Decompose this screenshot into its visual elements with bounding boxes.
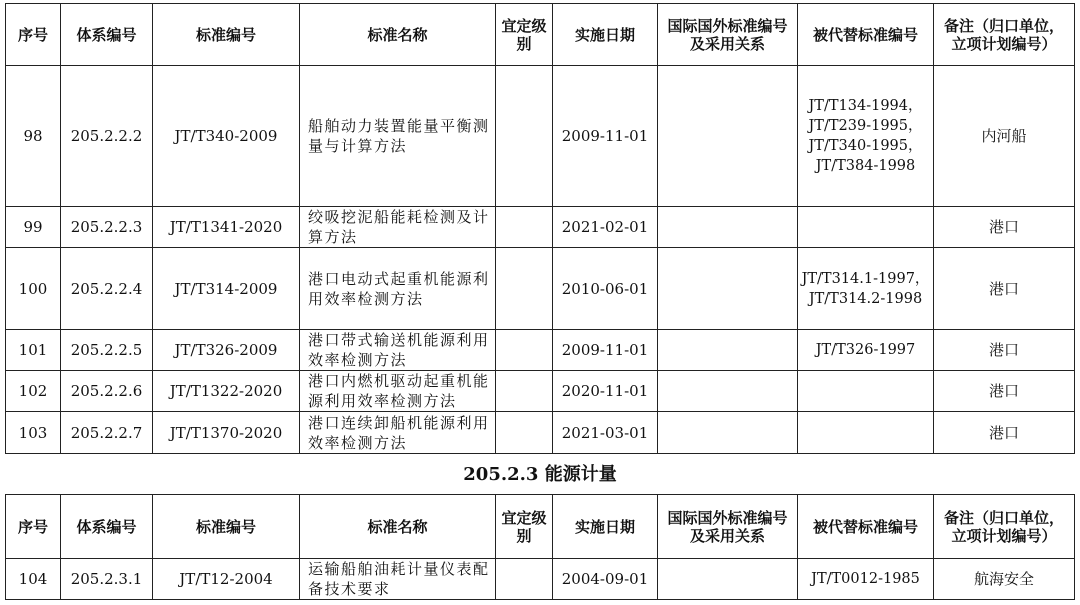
cell-system-no: 205.2.2.7	[61, 412, 153, 454]
cell-impl-date: 2020-11-01	[553, 371, 658, 412]
table-row	[6, 559, 1075, 600]
cell-system-no: 205.2.2.6	[61, 371, 153, 412]
cell-remark: 港口	[934, 248, 1075, 330]
cell-remark: 港口	[934, 412, 1075, 454]
table-row	[6, 207, 1075, 248]
cell-intl	[658, 412, 798, 454]
cell-impl-date: 2021-02-01	[553, 207, 658, 248]
cell-standard-name: 港口电动式起重机能源利用效率检测方法	[300, 248, 496, 330]
header-standard-no: 标准编号	[153, 4, 300, 66]
cell-seq: 104	[6, 559, 61, 600]
standards-table-1	[5, 3, 1075, 454]
cell-intl	[658, 66, 798, 207]
cell-level	[496, 330, 553, 371]
header-remark: 备注（归口单位，立项计划编号）	[934, 4, 1075, 66]
header-level: 宜定级别	[496, 495, 553, 559]
header-standard-no: 标准编号	[153, 495, 300, 559]
header-level: 宜定级别	[496, 4, 553, 66]
cell-standard-no: JT/T314-2009	[153, 248, 300, 330]
cell-replaced	[798, 412, 934, 454]
cell-standard-no: JT/T340-2009	[153, 66, 300, 207]
cell-seq: 98	[6, 66, 61, 207]
cell-intl	[658, 371, 798, 412]
header-replaced: 被代替标准编号	[798, 4, 934, 66]
header-seq: 序号	[6, 495, 61, 559]
cell-impl-date: 2021-03-01	[553, 412, 658, 454]
cell-remark: 港口	[934, 371, 1075, 412]
cell-replaced: JT/T326-1997	[798, 330, 934, 371]
cell-replaced	[798, 371, 934, 412]
header-standard-name: 标准名称	[300, 4, 496, 66]
cell-standard-no: JT/T12-2004	[153, 559, 300, 600]
cell-level	[496, 559, 553, 600]
header-intl: 国际国外标准编号及采用关系	[658, 495, 798, 559]
cell-replaced: JT/T0012-1985	[798, 559, 934, 600]
cell-remark: 内河船	[934, 66, 1075, 207]
cell-system-no: 205.2.2.4	[61, 248, 153, 330]
cell-impl-date: 2010-06-01	[553, 248, 658, 330]
table-row	[6, 371, 1075, 412]
cell-seq: 103	[6, 412, 61, 454]
cell-seq: 101	[6, 330, 61, 371]
cell-standard-name: 港口连续卸船机能源利用效率检测方法	[300, 412, 496, 454]
cell-standard-no: JT/T1322-2020	[153, 371, 300, 412]
header-replaced: 被代替标准编号	[798, 495, 934, 559]
cell-system-no: 205.2.2.5	[61, 330, 153, 371]
cell-remark: 航海安全	[934, 559, 1075, 600]
cell-replaced: JT/T314.1-1997，JT/T314.2-1998	[798, 248, 934, 330]
cell-standard-name: 港口内燃机驱动起重机能源利用效率检测方法	[300, 371, 496, 412]
standards-table-2	[5, 494, 1075, 600]
cell-system-no: 205.2.2.2	[61, 66, 153, 207]
cell-seq: 100	[6, 248, 61, 330]
cell-system-no: 205.2.3.1	[61, 559, 153, 600]
header-row	[6, 495, 1075, 559]
cell-remark: 港口	[934, 207, 1075, 248]
cell-standard-no: JT/T326-2009	[153, 330, 300, 371]
header-system-no: 体系编号	[61, 495, 153, 559]
cell-standard-name: 港口带式输送机能源利用效率检测方法	[300, 330, 496, 371]
cell-replaced: JT/T134-1994，JT/T239-1995，JT/T340-1995，JT/T384-1998	[798, 66, 934, 207]
table-row	[6, 330, 1075, 371]
cell-intl	[658, 559, 798, 600]
header-intl: 国际国外标准编号及采用关系	[658, 4, 798, 66]
cell-intl	[658, 207, 798, 248]
header-row	[6, 4, 1075, 66]
cell-level	[496, 66, 553, 207]
cell-level	[496, 371, 553, 412]
section-title: 205.2.3 能源计量	[463, 464, 617, 485]
cell-level	[496, 412, 553, 454]
table-row	[6, 66, 1075, 207]
cell-impl-date: 2009-11-01	[553, 66, 658, 207]
cell-seq: 102	[6, 371, 61, 412]
header-seq: 序号	[6, 4, 61, 66]
table-row	[6, 412, 1075, 454]
cell-intl	[658, 330, 798, 371]
cell-standard-no: JT/T1370-2020	[153, 412, 300, 454]
cell-impl-date: 2004-09-01	[553, 559, 658, 600]
cell-intl	[658, 248, 798, 330]
cell-system-no: 205.2.2.3	[61, 207, 153, 248]
header-standard-name: 标准名称	[300, 495, 496, 559]
cell-level	[496, 207, 553, 248]
header-system-no: 体系编号	[61, 4, 153, 66]
cell-standard-no: JT/T1341-2020	[153, 207, 300, 248]
header-impl-date: 实施日期	[553, 495, 658, 559]
cell-standard-name: 运输船舶油耗计量仪表配备技术要求	[300, 559, 496, 600]
cell-replaced	[798, 207, 934, 248]
cell-standard-name: 船舶动力装置能量平衡测量与计算方法	[300, 66, 496, 207]
cell-impl-date: 2009-11-01	[553, 330, 658, 371]
header-impl-date: 实施日期	[553, 4, 658, 66]
cell-remark: 港口	[934, 330, 1075, 371]
cell-standard-name: 绞吸挖泥船能耗检测及计算方法	[300, 207, 496, 248]
table-row	[6, 248, 1075, 330]
cell-level	[496, 248, 553, 330]
cell-seq: 99	[6, 207, 61, 248]
header-remark: 备注（归口单位，立项计划编号）	[934, 495, 1075, 559]
